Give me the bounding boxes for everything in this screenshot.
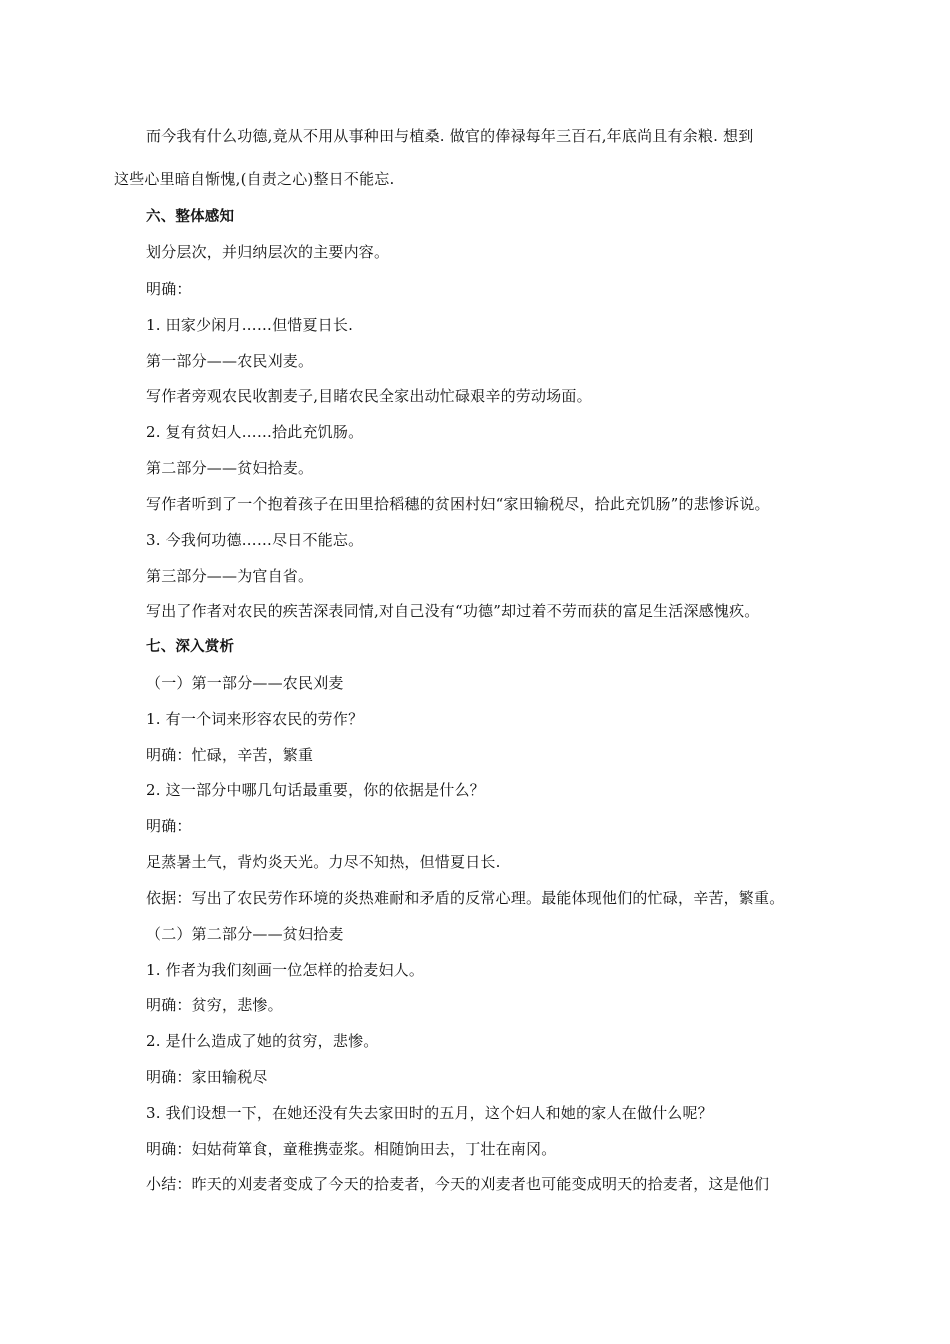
paragraph-line: 明确： [146,817,192,835]
paragraph-line: 3. 今我何功德……尽日不能忘。 [146,531,364,549]
paragraph-line: 明确：忙碌，辛苦，繁重 [146,746,314,764]
paragraph-line: 1. 作者为我们刻画一位怎样的拾麦妇人。 [146,961,425,979]
paragraph-line: 2. 是什么造成了她的贫穷，悲惨。 [146,1032,379,1050]
paragraph-line: 小结：昨天的刈麦者变成了今天的拾麦者，今天的刈麦者也可能变成明天的拾麦者，这是他们 [146,1175,770,1193]
paragraph-line: 第一部分——农民刈麦。 [146,352,314,370]
paragraph-line: 写作者听到了一个抱着孩子在田里拾稻穗的贫困村妇“家田输税尽，拾此充饥肠”的悲惨诉说。 [146,495,770,513]
section-heading: 七、深入赏析 [146,639,235,655]
paragraph-line: 依据：写出了农民劳作环境的炎热难耐和矛盾的反常心理。最能体现他们的忙碌，辛苦，繁重。 [146,889,785,907]
paragraph-line: 2. 这一部分中哪几句话最重要，你的依据是什么？ [146,781,485,799]
paragraph-line: 1. 有一个词来形容农民的劳作？ [146,710,364,728]
paragraph-line: 足蒸暑土气，背灼炎天光。力尽不知热，但惜夏日长. [146,853,501,871]
paragraph-line: 写出了作者对农民的疾苦深表同情,对自己没有“功德”却过着不劳而获的富足生活深感愧疚。 [146,602,760,620]
paragraph-line: 明确：妇姑荷箪食，童稚携壶浆。相随饷田去，丁壮在南冈。 [146,1140,557,1158]
paragraph-line: 划分层次，并归纳层次的主要内容。 [146,243,390,261]
paragraph-line: 写作者旁观农民收割麦子,目睹农民全家出动忙碌艰辛的劳动场面。 [146,387,592,405]
paragraph-line: 2. 复有贫妇人……拾此充饥肠。 [146,423,364,441]
paragraph-line: 3. 我们设想一下，在她还没有失去家田时的五月，这个妇人和她的家人在做什么呢？ [146,1104,713,1122]
subsection-heading: （一）第一部分——农民刈麦 [146,674,344,692]
paragraph-line: 这些心里暗自惭愧,(自责之心)整日不能忘. [114,170,395,188]
paragraph-line: 明确： [146,280,192,298]
paragraph-line: 明确：家田输税尽 [146,1068,268,1086]
paragraph-line: 第三部分——为官自省。 [146,567,314,585]
subsection-heading: （二）第二部分——贫妇拾麦 [146,925,344,943]
paragraph-line: 第二部分——贫妇拾麦。 [146,459,314,477]
paragraph-line: 1. 田家少闲月……但惜夏日长. [146,316,354,334]
paragraph-line: 明确：贫穷，悲惨。 [146,996,283,1014]
paragraph-line: 而今我有什么功德,竟从不用从事种田与植桑. 做官的俸禄每年三百石,年底尚且有余粮. 想到 [146,127,754,145]
section-heading: 六、整体感知 [146,209,235,225]
